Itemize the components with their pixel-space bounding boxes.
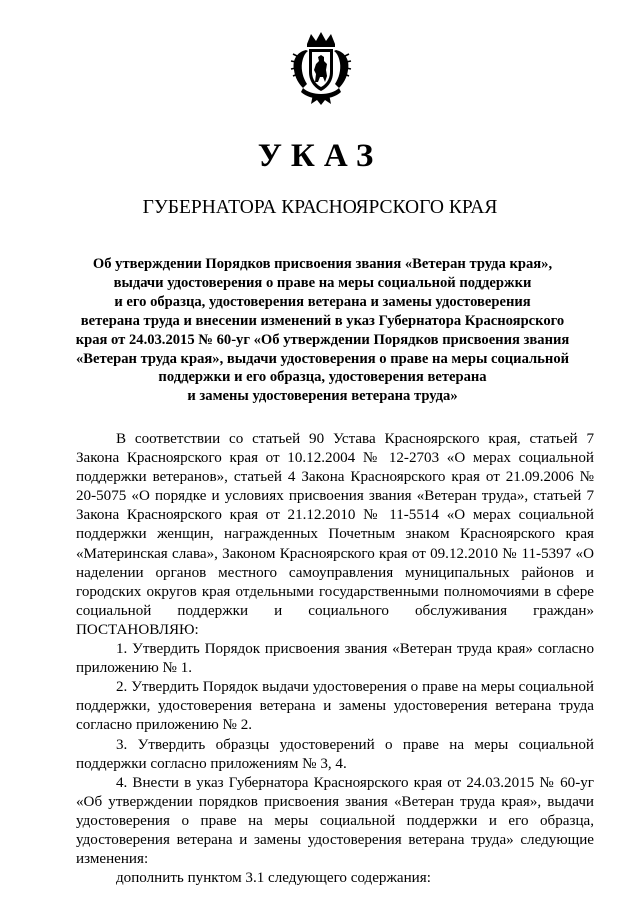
clause-paragraph: 3. Утвердить образцы удостоверений о праве на меры социальной поддержки согласно приложениям № 3, 4. [76,736,594,772]
document-type-heading: УКАЗ [257,138,383,174]
preamble-paragraph: В соответствии со статьей 90 Устава Красноярского края, статьей 7 Закона Красноярского края от 10.12.2004 № 12-2703 «О мерах социальной поддержки ветеранов», статьей 4 Закона Красноярского края от 21.09.2006 № 20-5075 «О порядке и условиях присвоения звания «Ветеран труда», статьей 7 Закона Красноярского края от 21.12.2010 № 11-5514 «О мерах социальной поддержки женщин, награжденных Почетным знаком Красноярского края «Материнская слава», Законом Красноярского края от 09.12.2010 № 11-5397 «О наделении органов местного самоуправления муниципальных районов и городских округов края отдельными государственными полномочиями в сфере социальной поддержки и социального обслуживания граждан» ПОСТАНОВЛЯЮ: [76,431,594,638]
document-body [76,430,594,888]
title-line: ветерана труда и внесении изменений в указ Губернатора Красноярского [80,312,565,329]
issuer-heading: ГУБЕРНАТОРА КРАСНОЯРСКОГО КРАЯ [142,197,498,218]
title-line: Об утверждении Порядков присвоения звания «Ветеран труда края», [92,256,553,272]
title-line: выдачи удостоверения о праве на меры социальной поддержки [113,274,532,291]
clause-paragraph: 1. Утвердить Порядок присвоения звания «Ветеран труда края» согласно приложению № 1. [76,641,594,677]
title-line: поддержки и его образца, удостоверения ветерана [158,369,487,386]
coat-of-arms-icon [289,30,353,106]
document-title [70,255,575,406]
clause-paragraph: 2. Утвердить Порядок выдачи удостоверения о праве на меры социальной поддержки, удостоверения ветерана и замены удостоверения ветерана труда согласно приложению № 2. [76,679,594,734]
title-line: края от 24.03.2015 № 60-уг «Об утверждении Порядков присвоения звания [75,331,570,348]
clause-paragraph: дополнить пунктом 3.1 следующего содержания: [116,870,431,887]
title-line: и его образца, удостоверения ветерана и замены удостоверения [114,293,531,310]
clause-paragraph: 4. Внести в указ Губернатора Красноярского края от 24.03.2015 № 60-уг «Об утверждении порядков присвоения звания «Ветеран труда края», выдачи удостоверения о праве на меры социальной поддержки и его образца, удостоверения ветерана и замены удостоверения ветерана труда» следующие изменения: [76,774,594,868]
title-line: и замены удостоверения ветерана труда» [187,388,458,405]
title-line: «Ветеран труда края», выдачи удостоверения о праве на меры социальной [75,350,570,367]
